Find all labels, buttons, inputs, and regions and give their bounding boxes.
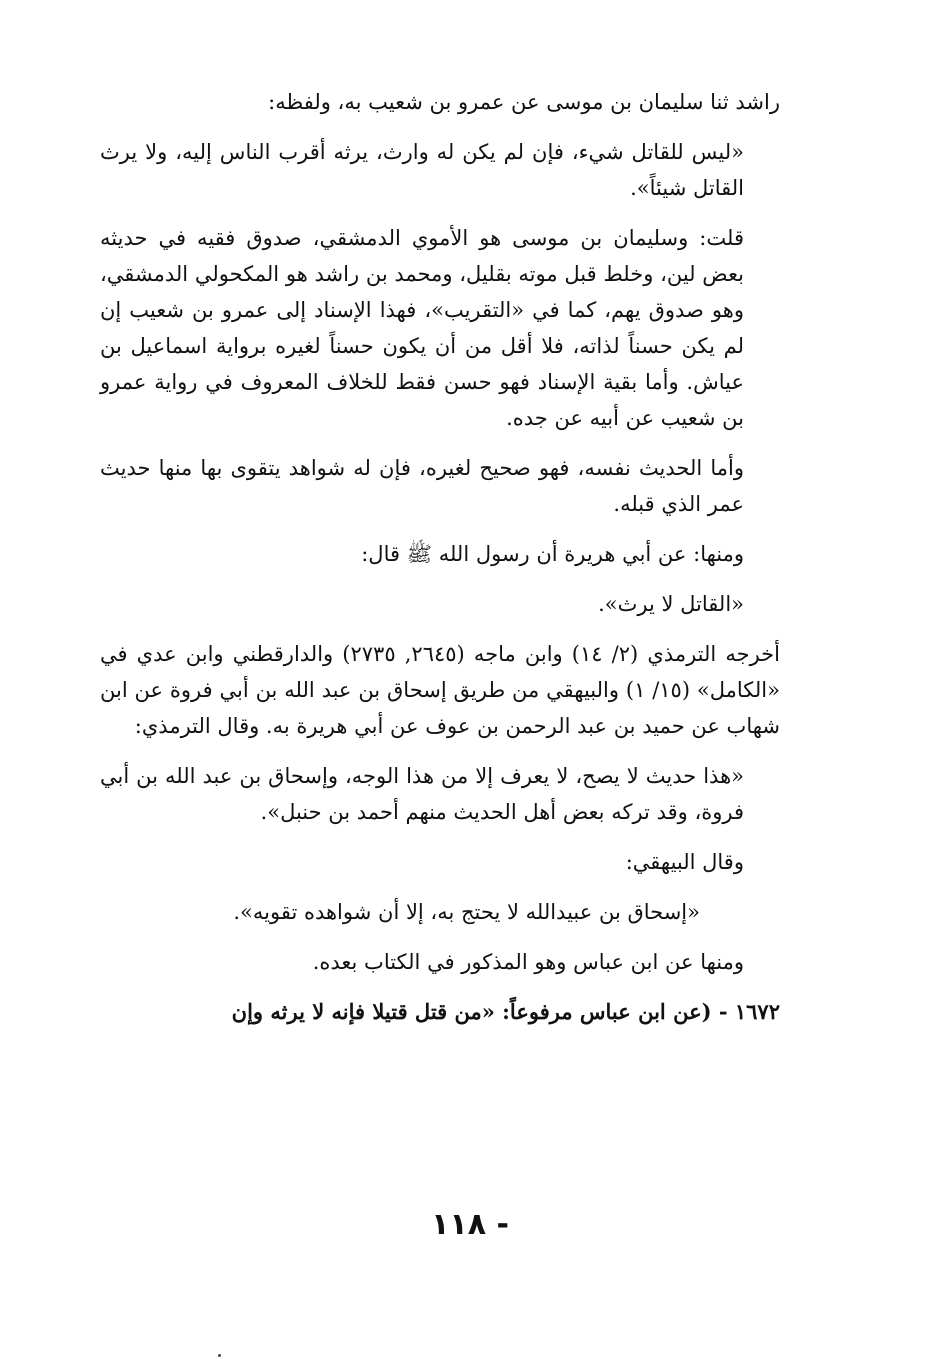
paragraph-tirmidhi-quote: «هذا حديث لا يصح، لا يعرف إلا من هذا الوجه، وإسحاق بن عبد الله بن أبي فروة، وقد تركه بعض أهل الحديث منهم أحمد بن حنبل». xyxy=(100,764,744,824)
paragraph-bayhaqi-quote: «إسحاق بن عبيدالله لا يحتج به، إلا أن شواهده تقويه». xyxy=(233,900,700,924)
paragraph-authenticity: وأما الحديث نفسه، فهو صحيح لغيره، فإن له شواهد يتقوى بها منها حديث عمر الذي قبله. xyxy=(100,456,744,516)
page-body xyxy=(100,84,780,1044)
paragraph-bayhaqi-intro: وقال البيهقي: xyxy=(625,850,744,874)
paragraph-ibn-abbas-ref: ومنها عن ابن عباس وهو المذكور في الكتاب بعده. xyxy=(312,950,744,974)
scan-speck xyxy=(218,1354,221,1357)
paragraph-takhrij: أخرجه الترمذي (٢/ ١٤) وابن ماجه (٢٦٤٥, ٢٧٣٥) والدارقطني وابن عدي في «الكامل» (١٥/ ١) والبيهقي من طريق إسحاق بن عبد الله بن أبي فروة عن ابن شهاب عن حميد بن عبد الرحمن بن عوف عن أبي هريرة به. وقال الترمذي: xyxy=(100,642,780,738)
paragraph-hadith-1672: ١٦٧٢ - (عن ابن عباس مرفوعاً: «من قتل قتيلا فإنه لا يرثه وإن xyxy=(231,999,780,1024)
paragraph-hadith-text: «القاتل لا يرث». xyxy=(598,592,744,616)
paragraph-abu-hurayrah-intro: ومنها: عن أبي هريرة أن رسول الله ﷺ قال: xyxy=(361,542,744,566)
paragraph-chain-continuation: راشد ثنا سليمان بن موسى عن عمرو بن شعيب به، ولفظه: xyxy=(268,90,780,114)
paragraph-hadith-wording: «ليس للقاتل شيء، فإن لم يكن له وارث، يرثه أقرب الناس إليه، ولا يرث القاتل شيئاً». xyxy=(100,140,744,200)
paragraph-chain-commentary: قلت: وسليمان بن موسى هو الأموي الدمشقي، صدوق فقيه في حديثه بعض لين، وخلط قبل موته بقليل، ومحمد بن راشد هو المكحولي الدمشقي، وهو صدوق يهم، كما في «التقريب»، فهذا الإسناد إلى عمرو بن شعيب إن لم يكن حسناً لذاته، فلا أقل من أن يكون حسناً لغيره برواية اسماعيل بن عياش. وأما بقية الإسناد فهو حسن فقط للخلاف المعروف في رواية عمرو بن شعيب عن أبيه عن جده. xyxy=(100,226,744,430)
page-number: - ١١٨ xyxy=(431,1207,509,1242)
